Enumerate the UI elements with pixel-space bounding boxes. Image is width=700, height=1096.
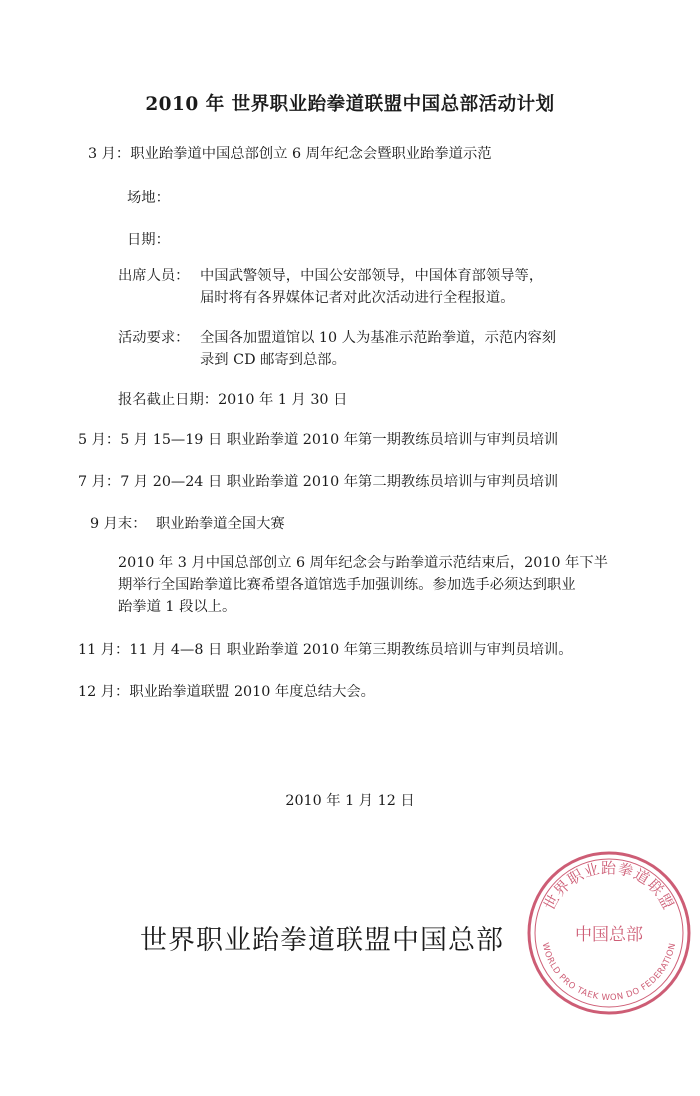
date-label: 日期： xyxy=(127,232,170,248)
deadline: 报名截止日期：2010 年 1 月 30 日 xyxy=(118,392,348,408)
november-entry xyxy=(78,640,573,660)
may-label: 5 月： xyxy=(78,432,121,448)
september-para-line-1: 2010 年 3 月中国总部创立 6 周年纪念会与跆拳道示范结束后，2010 年下半 xyxy=(118,555,608,571)
svg-text:世界职业跆拳道联盟 xyxy=(540,859,678,913)
september-label: 9 月末： xyxy=(90,516,147,532)
september-paragraph xyxy=(118,552,608,618)
attendees-label: 出席人员： xyxy=(118,268,190,284)
svg-text:WORLD PRO TAEK WON DO FEDERATI xyxy=(540,942,678,1003)
seal-top-text: 世界职业跆拳道联盟 xyxy=(540,859,678,914)
september-text: 职业跆拳道全国大赛 xyxy=(156,516,285,532)
seal-bottom-text: WORLD PRO TAEK WON DO FEDERATION xyxy=(539,941,679,1004)
attendees-line-1: 中国武警领导，中国公安部领导，中国体育部领导等， xyxy=(200,268,544,284)
december-entry xyxy=(78,682,375,702)
december-text: 职业跆拳道联盟 2010 年度总结大会。 xyxy=(129,684,375,700)
may-text: 5 月 15—19 日 职业跆拳道 2010 年第一期教练员培训与审判员培训 xyxy=(120,432,559,448)
venue-label: 场地： xyxy=(127,190,170,206)
document-title: 2010 年 世界职业跆拳道联盟中国总部活动计划 xyxy=(145,94,555,115)
july-entry xyxy=(78,472,558,492)
seal-center-text: 中国总部 xyxy=(575,925,643,945)
may-entry xyxy=(78,430,558,450)
july-text: 7 月 20—24 日 职业跆拳道 2010 年第二期教练员培训与审判员培训 xyxy=(120,474,559,490)
march-label: 3 月： xyxy=(88,146,131,162)
september-para-line-3: 跆拳道 1 段以上。 xyxy=(118,599,237,615)
september-para-line-2: 期举行全国跆拳道比赛希望各道馆选手加强训练。参加选手必须达到职业 xyxy=(118,577,576,593)
organization-signature: 世界职业跆拳道联盟中国总部 xyxy=(140,925,504,956)
official-seal-icon xyxy=(524,848,694,1018)
attendees-line-2: 届时将有各界媒体记者对此次活动进行全程报道。 xyxy=(200,290,515,306)
requirement-line-2: 录到 CD 邮寄到总部。 xyxy=(200,352,346,368)
december-label: 12 月： xyxy=(78,684,130,700)
requirement-line-1: 全国各加盟道馆以 10 人为基准示范跆拳道，示范内容刻 xyxy=(200,330,557,346)
november-label: 11 月： xyxy=(78,642,130,658)
march-entry xyxy=(88,144,492,164)
july-label: 7 月： xyxy=(78,474,121,490)
march-text: 职业跆拳道中国总部创立 6 周年纪念会暨职业跆拳道示范 xyxy=(130,146,492,162)
document-date: 2010 年 1 月 12 日 xyxy=(285,793,415,809)
requirement-label: 活动要求： xyxy=(118,330,190,346)
november-text: 11 月 4—8 日 职业跆拳道 2010 年第三期教练员培训与审判员培训。 xyxy=(129,642,573,658)
